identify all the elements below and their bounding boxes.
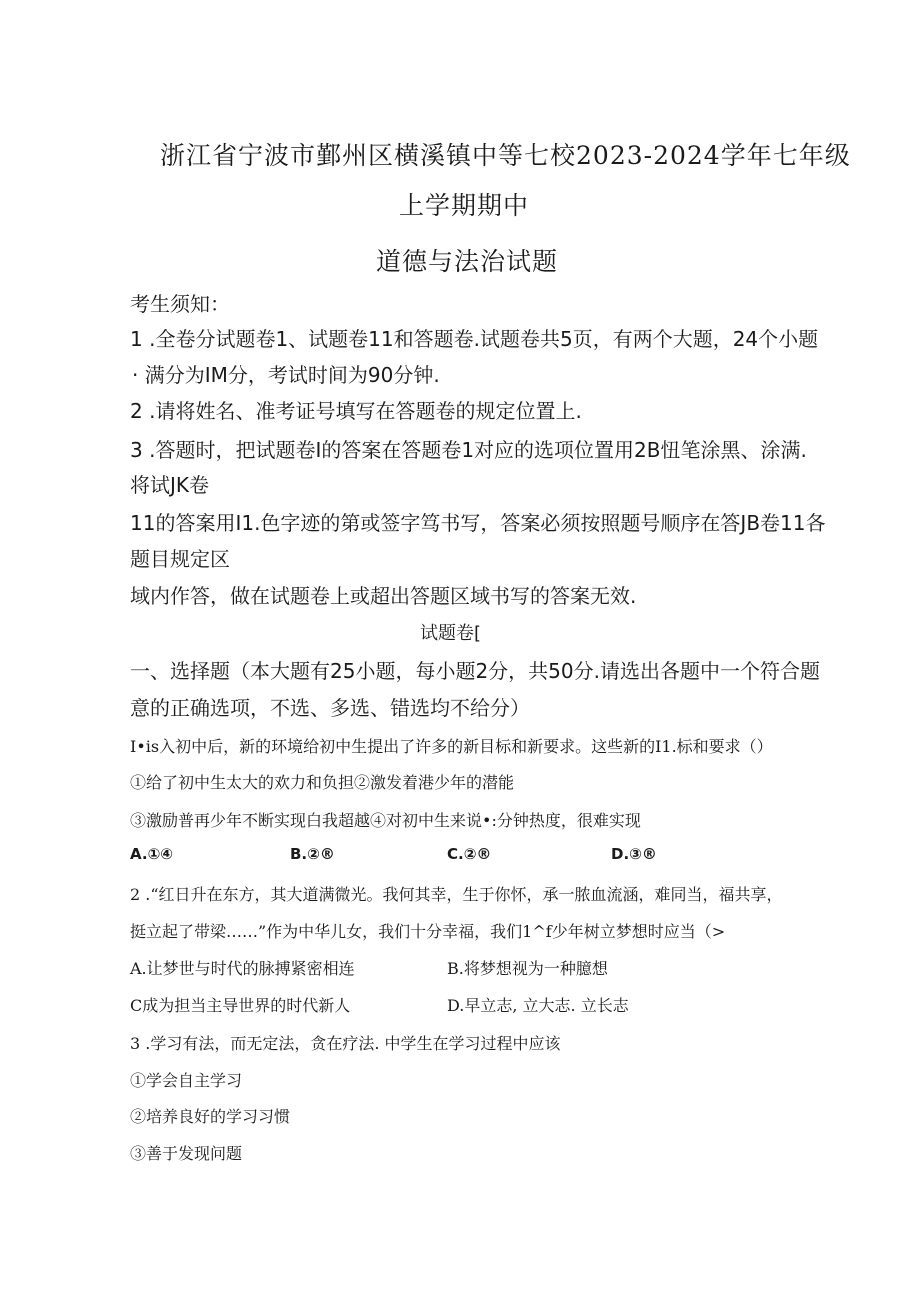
notice-line: 域内作答，做在试题卷上或超出答题区域书写的答案无效. xyxy=(130,584,637,608)
question-2-stem: 挺立起了带梁……”作为中华儿女，我们十分幸福，我们1^f少年树立梦想时应当（> xyxy=(130,922,726,941)
question-2-option-b: B.将梦想视为一种臆想 xyxy=(447,959,608,978)
doc-title-line2: 上学期期中 xyxy=(399,191,530,220)
question-2-stem: 2 .“红日升在东方，其大道满微光。我何其幸，生于你怀，承一脓血流涵，难同当，福共享， xyxy=(130,885,783,904)
doc-title-line1: 浙江省宁波市鄞州区横溪镇中等七校2023-2024学年七年级 xyxy=(160,141,851,170)
question-1-stem: I•is入初中后，新的环境给初中生提出了许多的新目标和新要求。这些新的I1.标和要求（） xyxy=(130,737,773,756)
question-1-option-d: D.③® xyxy=(611,845,657,863)
paper-label: 试题卷[ xyxy=(420,623,482,644)
notice-heading: 考生须知： xyxy=(130,292,230,316)
question-1-statement: ③激励普再少年不断实现白我超越④对初中生来说•:分钟热度，很难实现 xyxy=(130,811,641,830)
question-2-option-d: D.早立志, 立大志. 立长志 xyxy=(447,996,629,1015)
question-1-statement: ①给了初中生太大的欢力和负担②激发着港少年的潜能 xyxy=(130,773,515,792)
question-1-option-a: A.①④ xyxy=(130,845,173,863)
notice-line: 11的答案用I1.色字迹的第或签字笃书写，答案必须按照题号顺序在答JB卷11各 xyxy=(130,511,826,535)
notice-line: 2 .请将姓名、准考证号填写在答题卷的规定位置上. xyxy=(130,399,582,423)
notice-line: 1 .全卷分试题卷1、试题卷11和答题卷.试题卷共5页，有两个大题，24个小题 xyxy=(130,327,819,351)
notice-line: 3 .答题时，把试题卷I的答案在答题卷1对应的选项位置用2B忸笔涂黑、涂满. xyxy=(130,438,807,462)
question-1-option-b: B.②® xyxy=(290,845,335,863)
notice-line: 题目规定区 xyxy=(130,547,230,571)
question-3-statement: ②培养良好的学习习惯 xyxy=(130,1107,291,1126)
doc-subject-title: 道德与法治试题 xyxy=(376,247,559,276)
question-3-statement: ①学会自主学习 xyxy=(130,1071,243,1090)
question-3-stem: 3 .学习有法，而无定法，贪在疗法. 中学生在学习过程中应该 xyxy=(130,1034,561,1053)
question-3-statement: ③善于发现问题 xyxy=(130,1144,243,1163)
part1-instruction: 一、选择题（本大题有25小题，每小题2分，共50分.请选出各题中一个符合题 xyxy=(130,659,820,683)
notice-line: 将试JK卷 xyxy=(130,473,210,497)
question-2-option-c: C成为担当主导世界的时代新人 xyxy=(130,996,351,1015)
part1-instruction: 意的正确选项，不选、多选、错选均不给分） xyxy=(130,696,530,720)
notice-line: · 满分为IM分，考试时间为90分钟. xyxy=(132,363,440,387)
question-2-option-a: A.让梦世与时代的脉搏紧密相连 xyxy=(130,959,355,978)
question-1-option-c: C.②® xyxy=(447,845,492,863)
